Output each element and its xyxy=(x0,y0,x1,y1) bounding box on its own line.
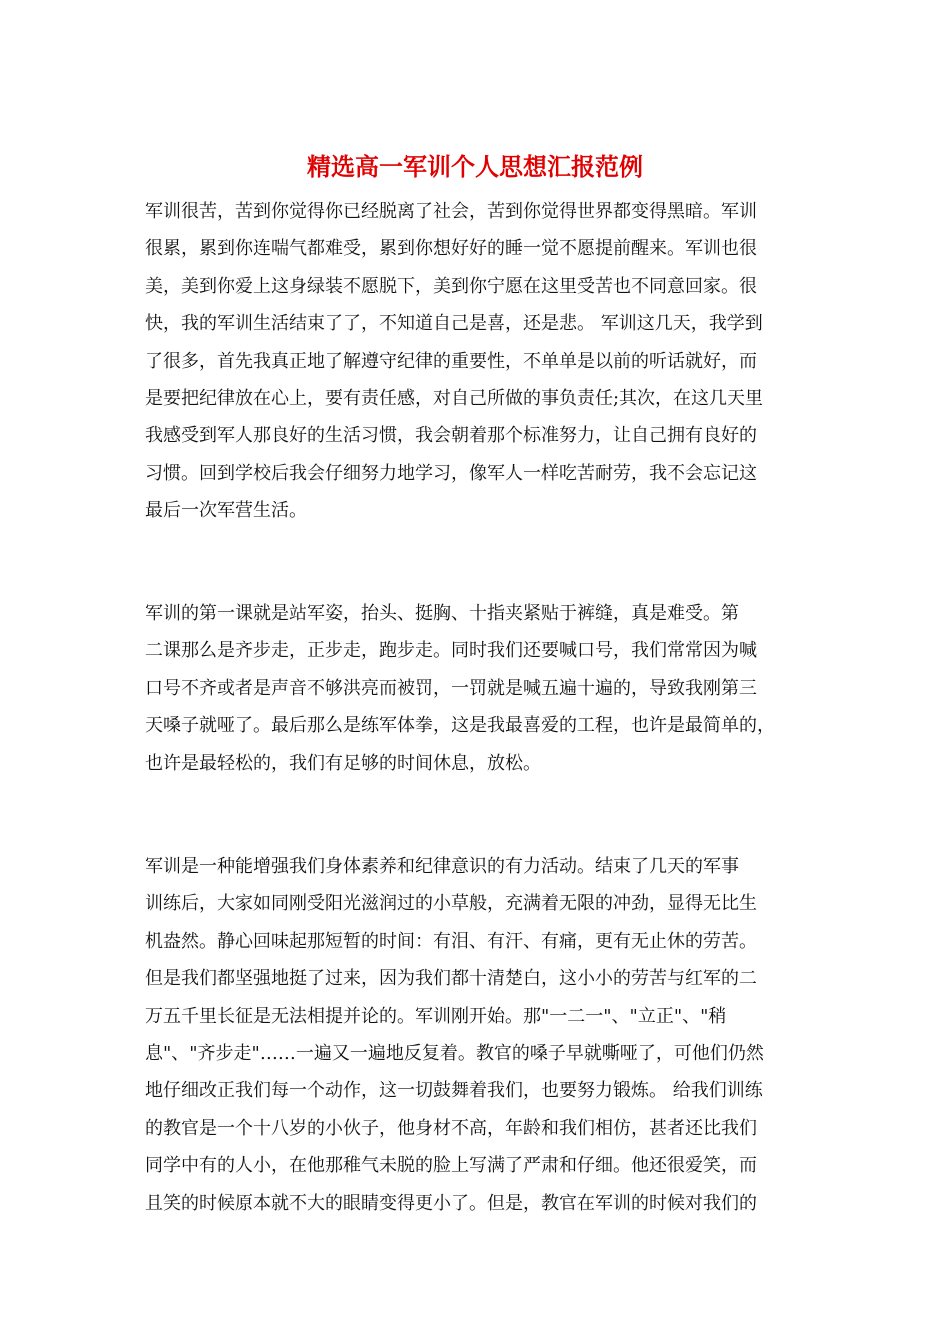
paragraph-line: 万五千里长征是无法相提并论的。军训刚开始。那"一二一"、"立正"、"稍 xyxy=(145,1005,727,1027)
paragraph-line: 地仔细改正我们每一个动作，这一切鼓舞着我们，也要努力锻炼。 给我们训练 xyxy=(145,1080,763,1102)
paragraph-line: 且笑的时候原本就不大的眼睛变得更小了。但是，教官在军训的时候对我们的 xyxy=(145,1192,757,1214)
paragraph-line: 习惯。回到学校后我会仔细努力地学习，像军人一样吃苦耐劳，我不会忘记这 xyxy=(145,462,757,484)
document-title: 精选高一军训个人思想汇报范例 xyxy=(307,152,643,181)
paragraph-line: 天嗓子就哑了。最后那么是练军体拳，这是我最喜爱的工程，也许是最简单的， xyxy=(145,715,775,737)
paragraph-line: 二课那么是齐步走，正步走，跑步走。同时我们还要喊口号，我们常常因为喊 xyxy=(145,640,757,662)
paragraph-line: 美，美到你爱上这身绿装不愿脱下，美到你宁愿在这里受苦也不同意回家。很 xyxy=(145,275,757,297)
paragraph-line: 军训的第一课就是站军姿，抬头、挺胸、十指夹紧贴于裤缝，真是难受。第 xyxy=(145,603,739,624)
paragraph-line: 但是我们都坚强地挺了过来，因为我们都十清楚白，这小小的劳苦与红军的二 xyxy=(145,968,757,990)
paragraph-line: 息"、"齐步走"……一遍又一遍地反复着。教官的嗓子早就嘶哑了，可他们仍然 xyxy=(145,1042,764,1064)
paragraph-line: 军训很苦，苦到你觉得你已经脱离了社会，苦到你觉得世界都变得黑暗。军训 xyxy=(145,201,757,222)
paragraph-line: 口号不齐或者是声音不够洪亮而被罚，一罚就是喊五遍十遍的，导致我刚第三 xyxy=(145,677,757,699)
paragraph-line: 是要把纪律放在心上，要有责任感，对自己所做的事负责任;其次，在这几天里 xyxy=(145,387,764,409)
paragraph-line: 了很多，首先我真正地了解遵守纪律的重要性，不单单是以前的听话就好，而 xyxy=(145,350,757,372)
paragraph-line: 最后一次军营生活。 xyxy=(145,500,307,522)
paragraph-line: 军训是一种能增强我们身体素养和纪律意识的有力活动。结束了几天的军事 xyxy=(145,856,739,877)
paragraph-line: 我感受到军人那良好的生活习惯，我会朝着那个标准努力，让自己拥有良好的 xyxy=(145,425,757,447)
paragraph-3 xyxy=(145,848,805,1222)
paragraph-line: 训练后，大家如同刚受阳光滋润过的小草般，充满着无限的冲劲，显得无比生 xyxy=(145,893,757,915)
paragraph-line: 同学中有的人小，在他那稚气未脱的脸上写满了严肃和仔细。他还很爱笑，而 xyxy=(145,1155,757,1177)
paragraph-line: 很累，累到你连喘气都难受，累到你想好好的睡一觉不愿提前醒来。军训也很 xyxy=(145,238,757,260)
paragraph-2 xyxy=(145,595,805,782)
paragraph-1 xyxy=(145,193,805,530)
paragraph-line: 快，我的军训生活结束了了，不知道自己是喜，还是悲。 军训这几天，我学到 xyxy=(145,313,763,335)
paragraph-line: 的教官是一个十八岁的小伙子，他身材不高，年龄和我们相仿，甚者还比我们 xyxy=(145,1117,757,1139)
paragraph-line: 机盎然。静心回味起那短暂的时间：有泪、有汗、有痛，更有无止休的劳苦。 xyxy=(145,930,757,952)
paragraph-line: 也许是最轻松的，我们有足够的时间休息，放松。 xyxy=(145,752,541,774)
